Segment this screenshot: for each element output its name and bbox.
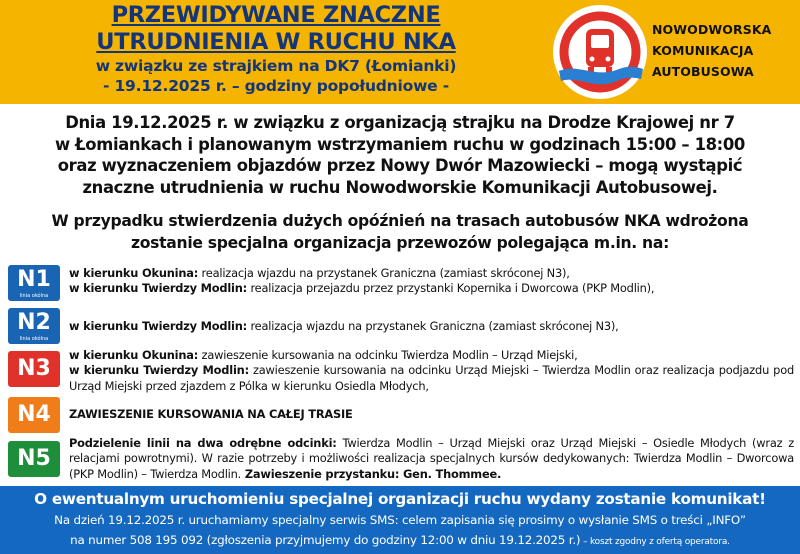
line-code: N3 xyxy=(17,356,51,381)
line-code: N4 xyxy=(17,402,51,427)
line-n3-description xyxy=(69,348,794,394)
line-badge-n3 xyxy=(8,351,60,387)
direction-label: w kierunku Okunina: xyxy=(69,348,199,362)
logo-wordmark xyxy=(652,19,797,82)
line-badge-n4 xyxy=(8,397,60,433)
direction-text: zawieszenie kursowania na odcinku Twierdza Modlin – Urząd Miejski, xyxy=(198,348,578,362)
line-code: N1 xyxy=(17,267,51,292)
intro-line5: W przypadku stwierdzenia dużych opóźnień na trasach autobusów NKA wdrożona xyxy=(51,212,749,230)
suspension-notice: ZAWIESZENIE KURSOWANIA NA CAŁEJ TRASIE xyxy=(69,407,353,421)
line-badge-n2 xyxy=(8,308,60,344)
footer-sms-line2 xyxy=(0,530,800,552)
line-n1-description xyxy=(69,266,794,297)
page-title-line2: UTRUDNIENIA W RUCHU NKA xyxy=(96,29,456,55)
intro-line3: oraz wyznaczeniem objazdów przez Nowy Dwór Mazowiecki – mogą wystąpić xyxy=(57,156,743,175)
logo-text-line1: NOWODWORSKA xyxy=(652,22,772,37)
line-subtitle: linia okólna xyxy=(19,336,49,342)
logo-text-line3: AUTOBUSOWA xyxy=(652,64,754,79)
line-n4-description xyxy=(69,407,794,422)
header-banner xyxy=(0,0,800,104)
direction-text: realizacja wjazdu na przystanek Graniczna (zamiast skróconej N3), xyxy=(198,266,570,280)
line-subtitle: linia okólna xyxy=(19,293,49,299)
line-n2-description xyxy=(69,319,794,334)
footer-banner xyxy=(0,486,800,554)
nka-logo xyxy=(553,5,647,99)
line-code: N5 xyxy=(17,446,51,471)
logo-text-line2: KOMUNIKACJA xyxy=(652,43,754,58)
header-titles xyxy=(0,0,552,96)
intro-paragraph xyxy=(0,112,800,198)
stop-suspension: Zawieszenie przystanku: Gen. Thommee. xyxy=(241,466,502,481)
intro-line1: Dnia 19.12.2025 r. w związku z organizacją strajku na Drodze Krajowej nr 7 xyxy=(65,113,735,132)
intro-line4: znaczne utrudnienia w ruchu Nowodworskie Komunikacji Autobusowej. xyxy=(82,177,718,197)
direction-label: w kierunku Twierdzy Modlin: xyxy=(69,281,248,296)
bus-icon xyxy=(553,5,647,99)
direction-label: w kierunku Twierdzy Modlin: xyxy=(69,319,248,333)
direction-text: realizacja wjazdu na przystanek Graniczna (zamiast skróconej N3), xyxy=(247,319,619,333)
direction-text: zawieszenie kursowania na odcinku Urząd Miejski – Twierdza Modlin oraz realizacja podjazdu pod Urząd Miejski przed zjazdem z Pólka w kierunku Osiedla Młodych, xyxy=(69,363,794,393)
line-badge-n5 xyxy=(8,441,60,477)
footer-title: O ewentualnym uruchomieniu specjalnej organizacji ruchu wydany zostanie komunikat! xyxy=(34,490,766,508)
intro-paragraph-2 xyxy=(0,211,800,254)
split-text: Twierdza Modlin – Urząd Miejski oraz Urząd Miejski – Osiedle Młodych (wraz z relacjami powrotnymi). W razie potrzeby i możliwości realizacja specjalnych kursów dedykowanych: Twierdza Modlin – Dworcowa (PKP Modlin) – Twierdza Modlin. xyxy=(69,436,794,481)
sms-cost-note: – koszt zgodny z ofertą operatora. xyxy=(580,537,730,547)
intro-line2: w Łomiankach i planowanym wstrzymaniem ruchu w godzinach 15:00 – 18:00 xyxy=(54,134,745,154)
line-code: N2 xyxy=(17,310,51,335)
direction-label: w kierunku Twierdzy Modlin: xyxy=(69,363,249,378)
line-n5-description xyxy=(69,436,794,482)
sms-number-text: na numer 508 195 092 (zgłoszenia przyjmujemy do godziny 12:00 w dniu 19.12.2025 r.) xyxy=(70,533,581,547)
line-badge-n1 xyxy=(8,265,60,301)
intro-line6: zostanie specjalna organizacja przewozów polegająca m.in. na: xyxy=(130,233,670,252)
subtitle-line1: w związku ze strajkiem na DK7 (Łomianki) xyxy=(95,57,457,75)
subtitle-line2: - 19.12.2025 r. – godziny popołudniowe - xyxy=(103,77,449,95)
page-title-line1: PRZEWIDYWANE ZNACZNE xyxy=(111,2,441,28)
split-label: Podzielenie linii na dwa odrębne odcinki: xyxy=(69,436,337,450)
footer-sms-line1: Na dzień 19.12.2025 r. uruchamiamy specjalny serwis SMS: celem zapisania się prosimy o wysłanie SMS o treści „INFO” xyxy=(54,513,746,527)
direction-text: realizacja przejazdu przez przystanki Kopernika i Dworcowa (PKP Modlin), xyxy=(247,281,655,296)
direction-label: w kierunku Okunina: xyxy=(69,266,199,280)
